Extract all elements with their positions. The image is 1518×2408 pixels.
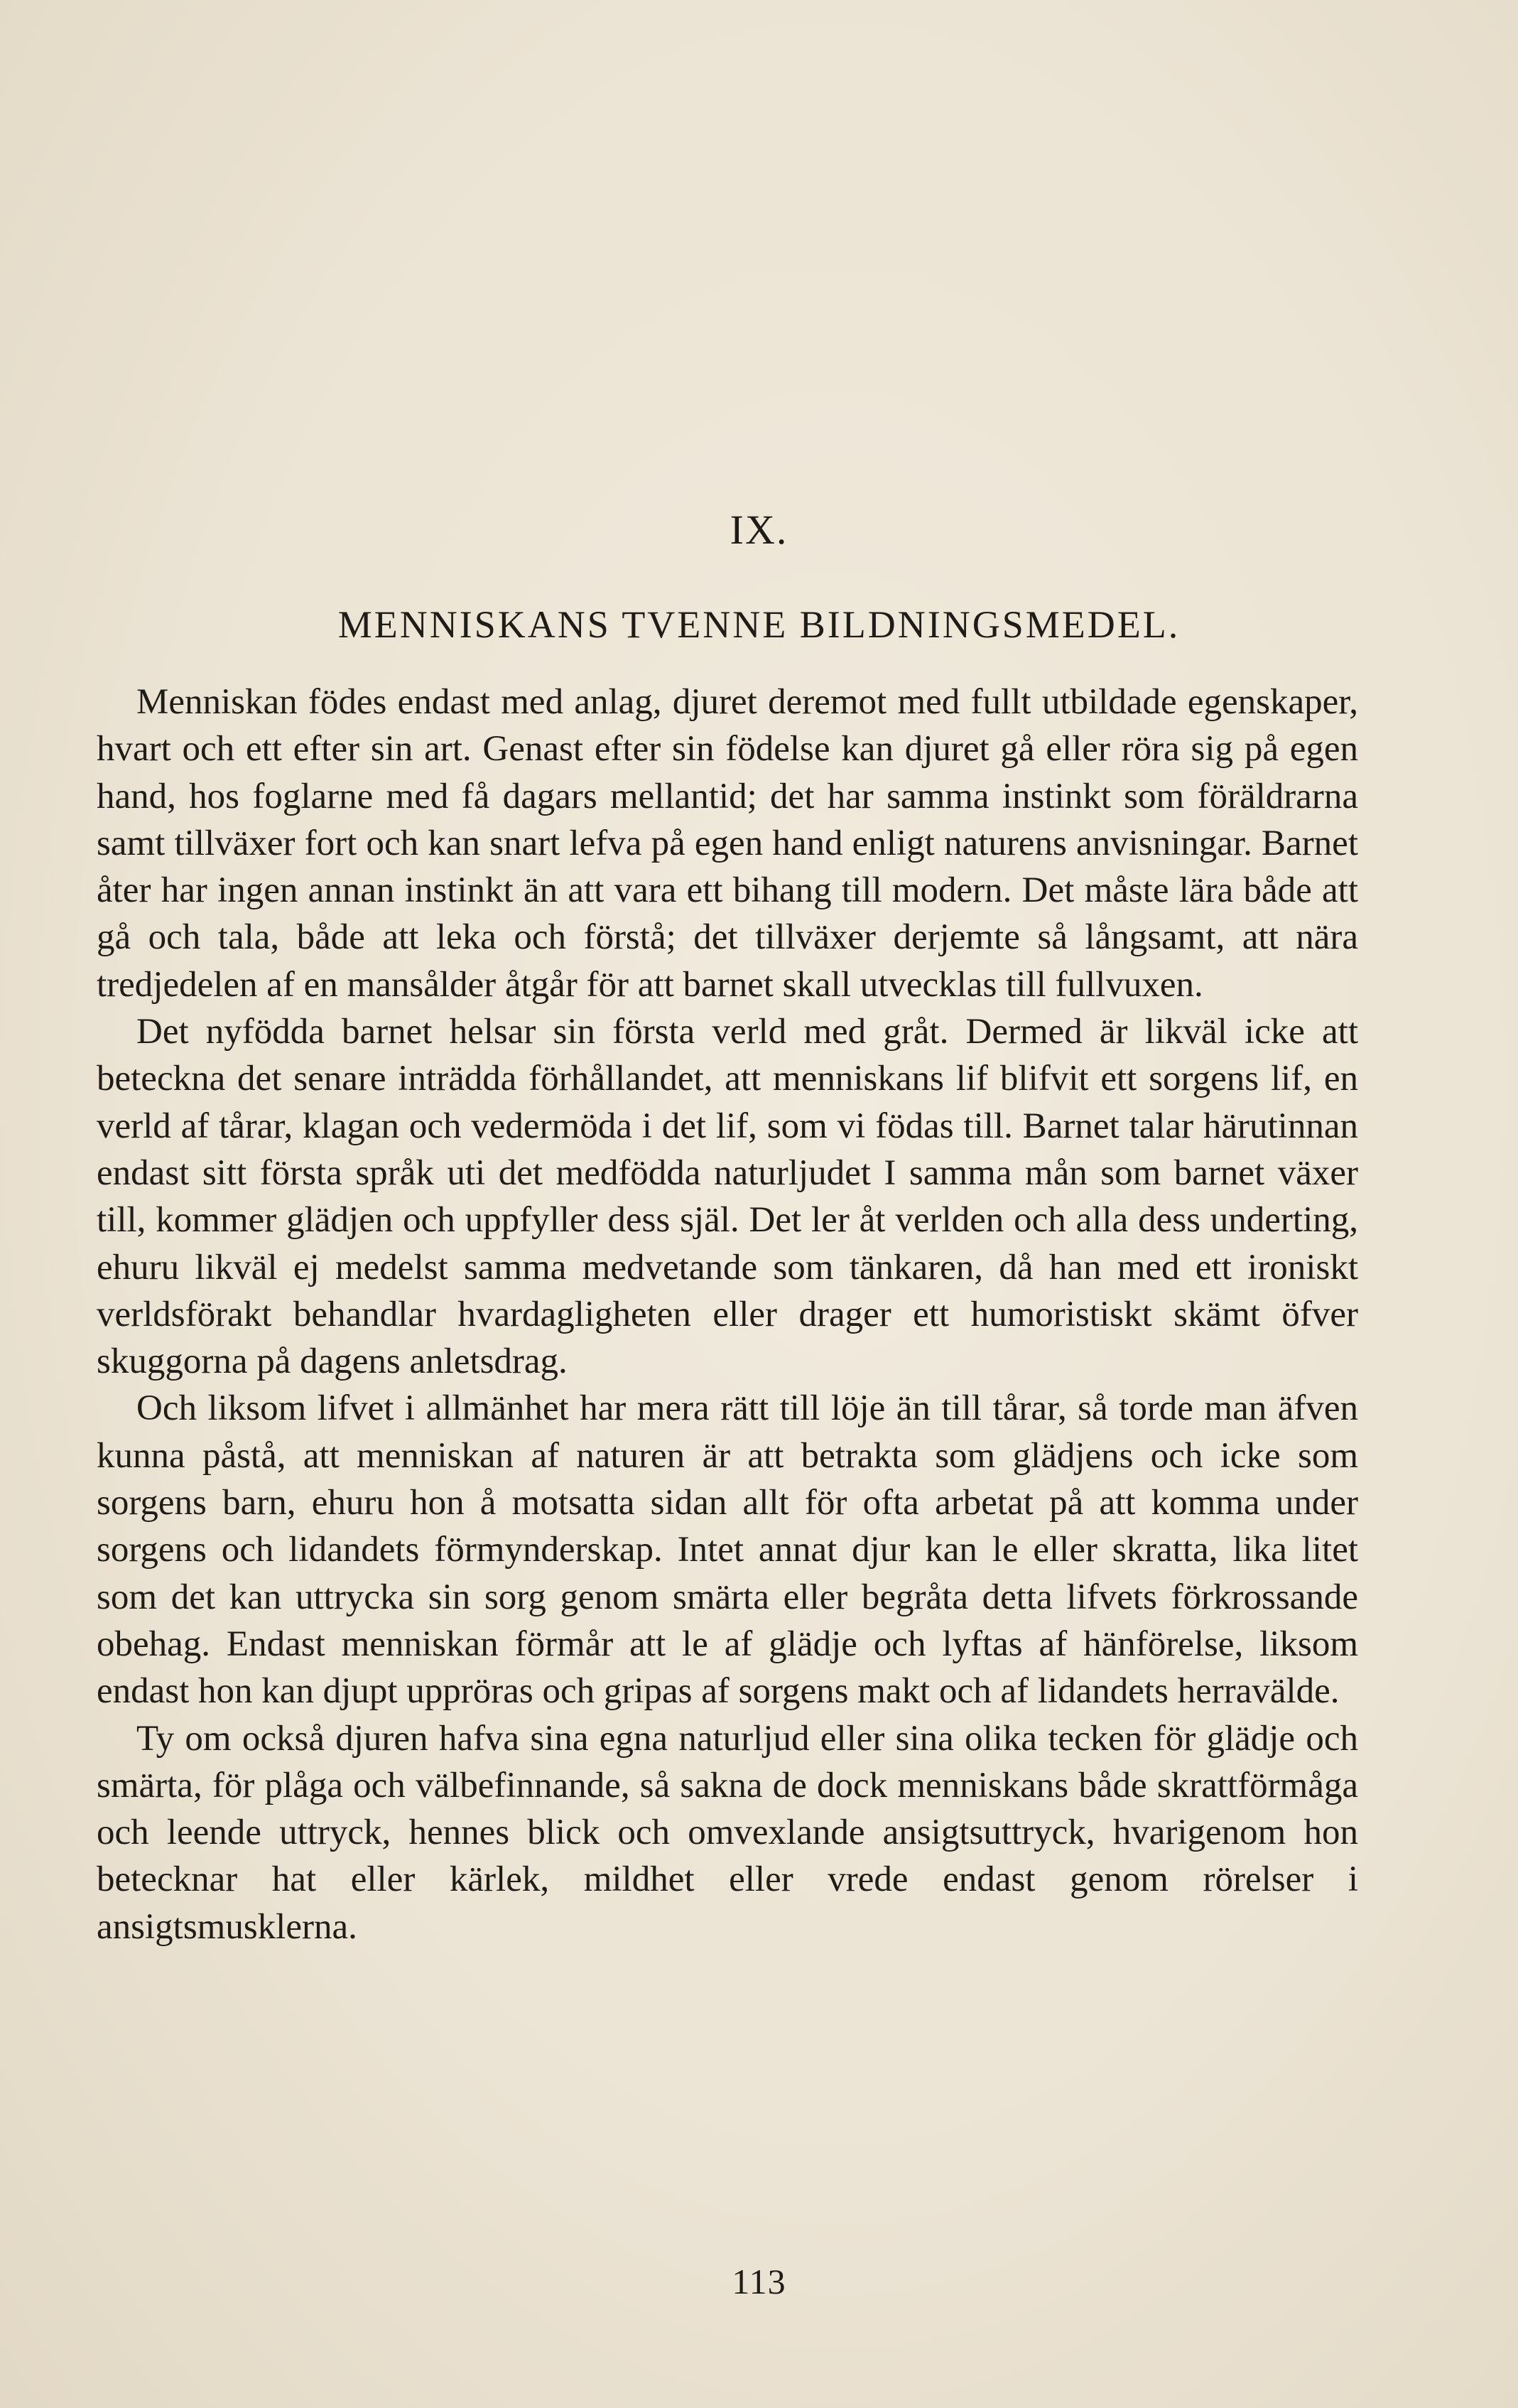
chapter-title: MENNISKANS TVENNE BILDNINGSMEDEL.	[337, 603, 1181, 646]
paragraph: Menniskan födes endast med anlag, djuret deremot med fullt utbildade egenskaper, hvart och ett efter sin art. Genast efter sin födelse kan djuret gå eller röra sig på egen hand, hos foglarne med få dagars mellantid; det har samma instinkt som föräldrarna samt tillväxer fort och kan snart lefva på egen hand enligt naturens anvisningar. Barnet åter har ingen annan instinkt än att vara ett bihang till modern. Det måste lära både att gå och tala, både att leka och förstå; det tillväxer derjemte så långsamt, att nära tredjedelen af en mansålder åtgår för att barnet skall utvecklas till fullvuxen.	[97, 682, 1358, 1005]
paragraph: Och liksom lifvet i allmänhet har mera rätt till löje än till tårar, så torde man äfven kunna påstå, att menniskan af naturen är att betrakta som glädjens och icke som sorgens barn, ehuru hon å motsatta sidan allt för ofta arbetat på att komma under sorgens och lidandets förmynderskap. Intet annat djur kan le eller skratta, lika litet som det kan uttrycka sin sorg genom smärta eller begråta detta lifvets förkrossande obehag. Endast menniskan förmår att le af glädje och lyftas af hänförelse, liksom endast hon kan djupt uppröras och gripas af sorgens makt och af lidandets herravälde.	[97, 1388, 1358, 1712]
page-number: 113	[732, 2262, 786, 2301]
chapter-number: IX.	[730, 507, 788, 553]
paragraph: Ty om också djuren hafva sina egna naturljud eller sina olika tecken för glädje och smärta, för plåga och välbefinnande, så sakna de dock menniskans både skrattförmåga och leende uttryck, hennes blick och omvexlande ansigtsuttryck, hvarigenom hon betecknar hat eller kärlek, mildhet eller vrede endast genom rörelser i ansigtsmusklerna.	[97, 1718, 1358, 1947]
paragraph: Det nyfödda barnet helsar sin första verld med gråt. Dermed är likväl icke att beteckna det senare inträdda förhållandet, att menniskans lif blifvit ett sorgens lif, en verld af tårar, klagan och vedermöda i det lif, som vi födas till. Barnet talar härutinnan endast sitt första språk uti det medfödda naturljudet I samma mån som barnet växer till, kommer glädjen och uppfyller dess själ. Det ler åt verlden och alla dess underting, ehuru likväl ej medelst samma medvetande som tänkaren, då han med ett ironiskt verldsförakt behandlar hvardagligheten eller drager ett humoristiskt skämt öfver skuggorna på dagens anletsdrag.	[97, 1012, 1358, 1382]
chapter-body	[97, 679, 1358, 1950]
